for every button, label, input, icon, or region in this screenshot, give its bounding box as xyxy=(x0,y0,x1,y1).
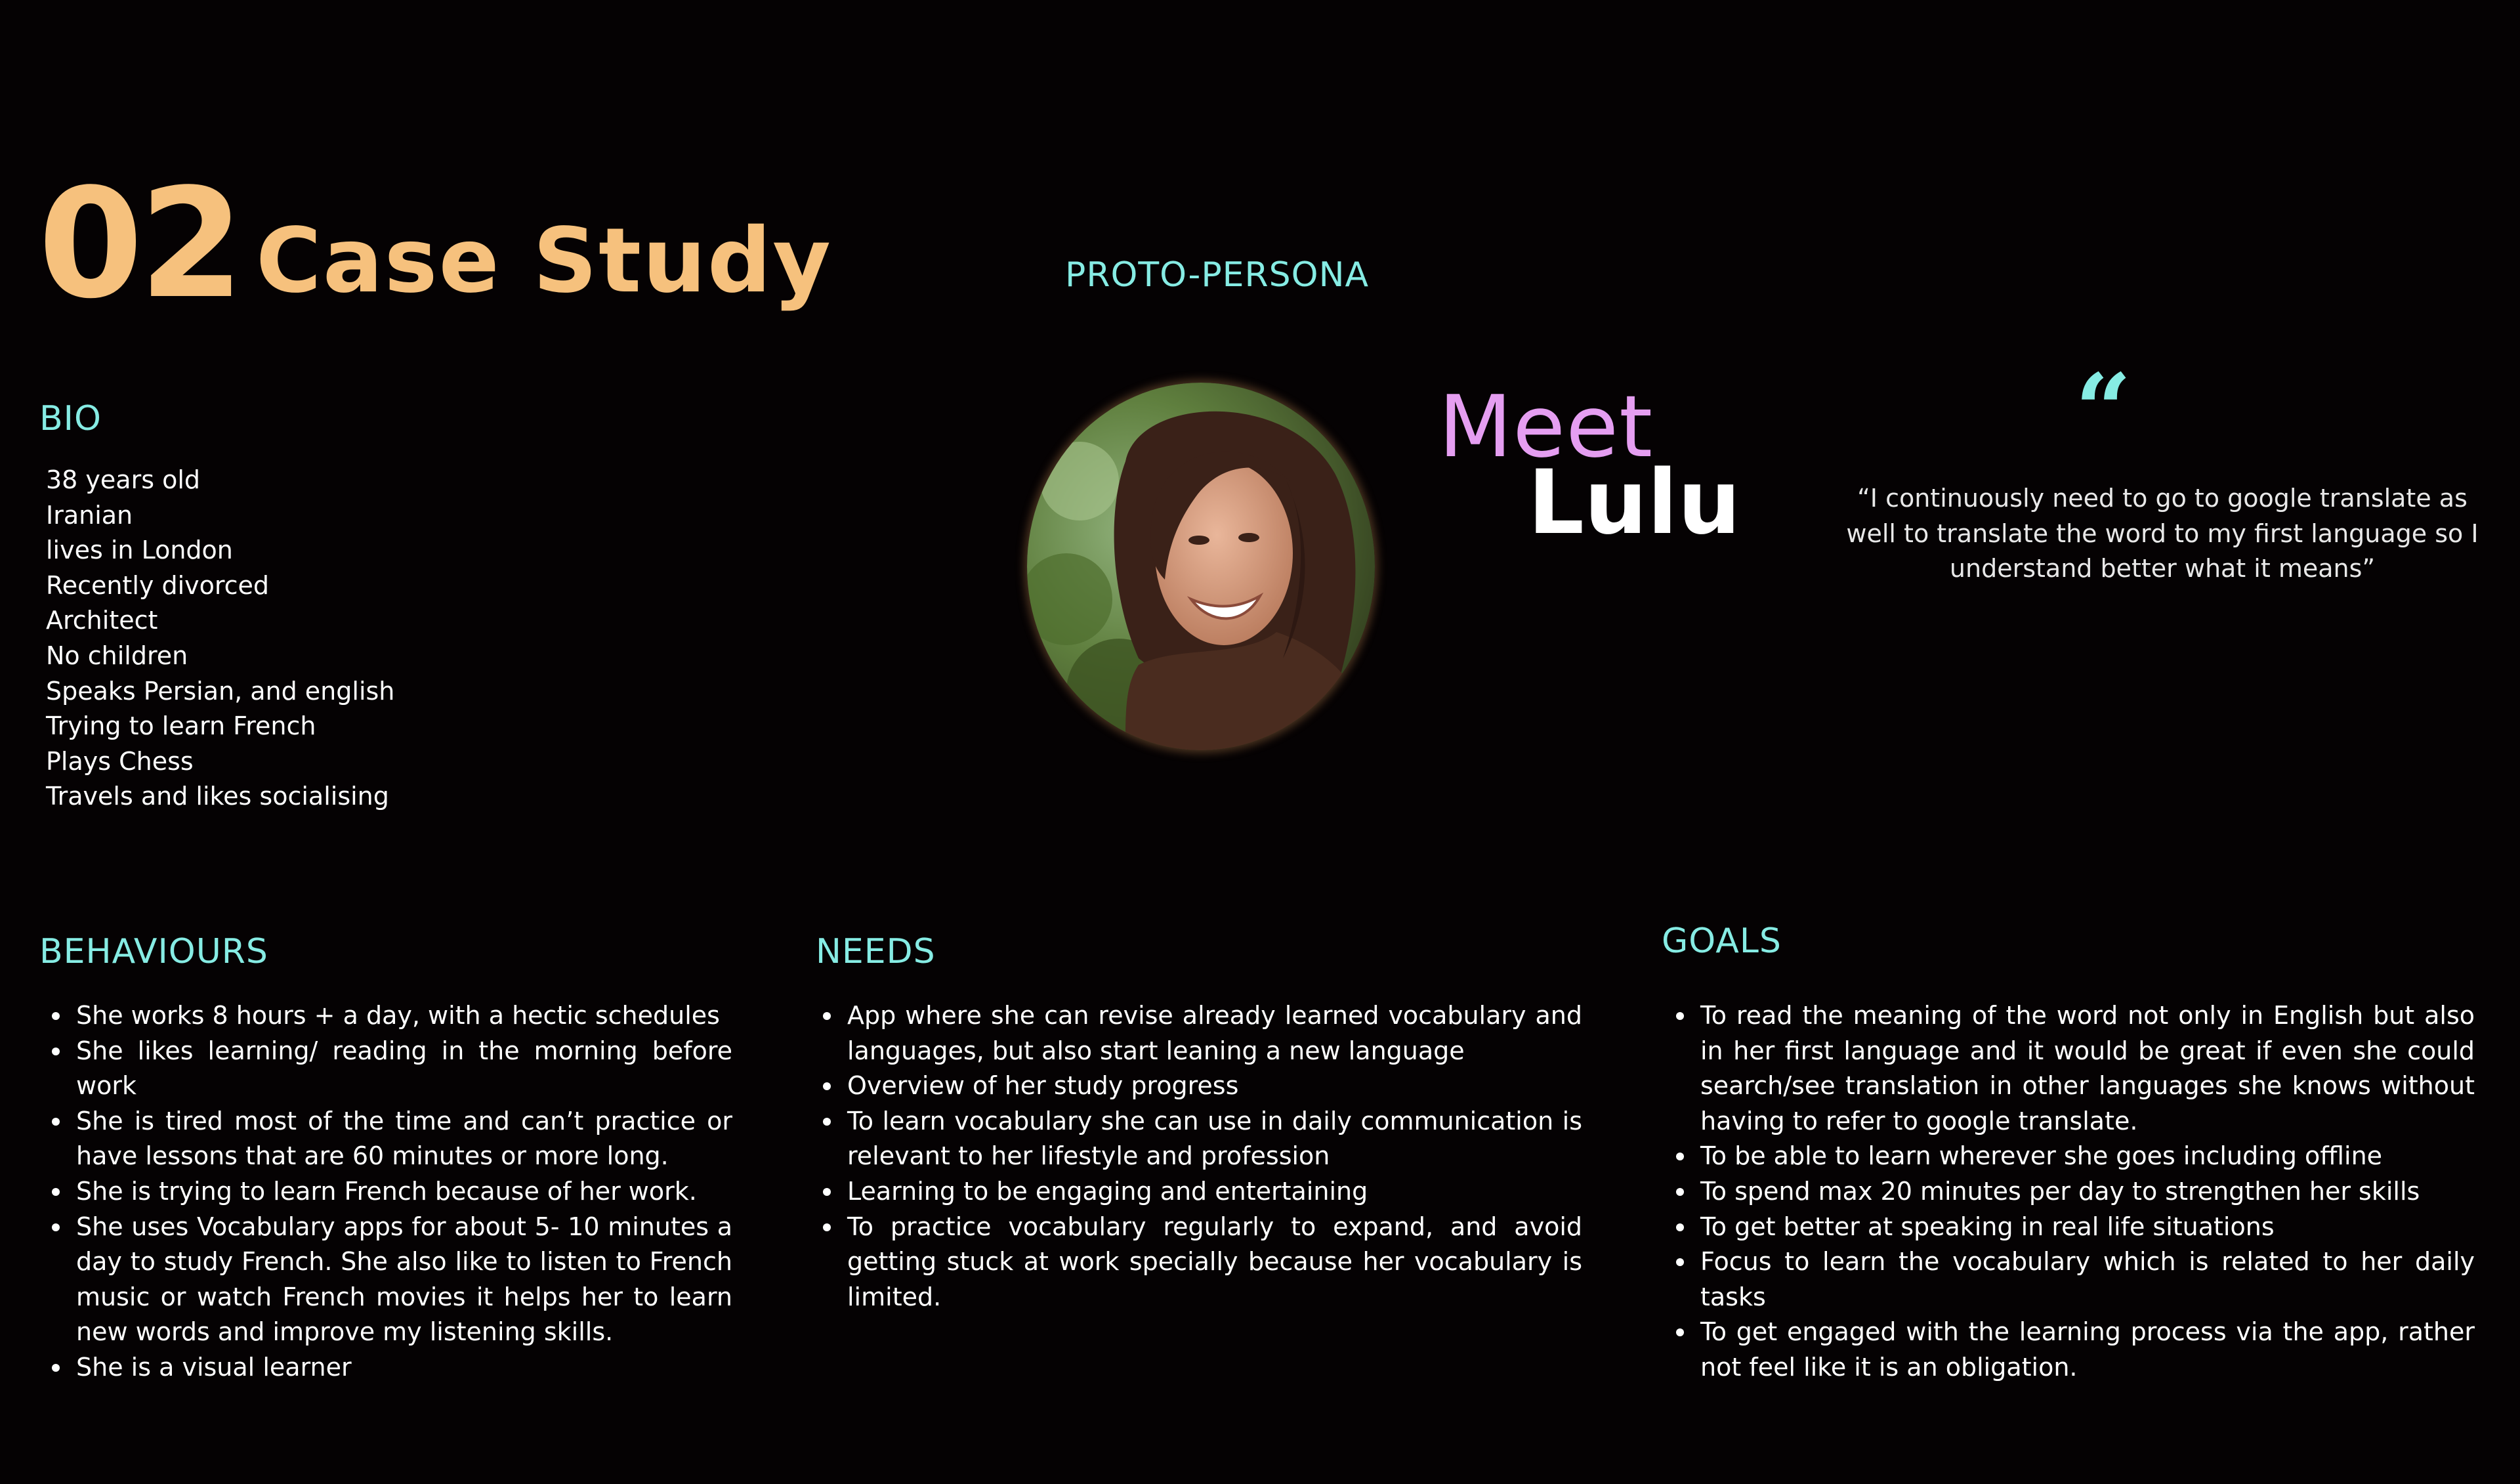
meet-label: Meet xyxy=(1438,377,1654,477)
list-item: She uses Vocabulary apps for about 5- 10 minutes a day to study French. She also like to listen to French music or watch French movies it helps her to learn new words and improve my listening skills. xyxy=(76,1210,732,1350)
needs-heading: NEEDS xyxy=(816,932,936,971)
needs-list xyxy=(810,998,1582,1315)
list-item: To get better at speaking in real life situations xyxy=(1700,1210,2475,1245)
list-item: To read the meaning of the word not only in English but also in her first language and it would be great if even she could search/see translation in other languages she knows without having to refer to google translate. xyxy=(1700,998,2475,1139)
bio-item: Architect xyxy=(46,606,158,635)
section-number: 02 xyxy=(38,157,241,332)
bio-item: Plays Chess xyxy=(46,746,194,776)
behaviours-list xyxy=(39,998,732,1386)
list-item: To spend max 20 minutes per day to strengthen her skills xyxy=(1700,1174,2475,1210)
list-item: She is tired most of the time and can’t practice or have lessons that are 60 minutes or more long. xyxy=(76,1104,732,1174)
goals-list xyxy=(1664,998,2475,1386)
list-item: To get engaged with the learning process via the app, rather not feel like it is an obligation. xyxy=(1700,1315,2475,1385)
portrait-icon xyxy=(1027,383,1375,750)
section-subtitle: PROTO-PERSONA xyxy=(1065,255,1370,295)
list-item: She is trying to learn French because of her work. xyxy=(76,1174,732,1210)
bio-item: No children xyxy=(46,641,188,670)
persona-name: Lulu xyxy=(1528,451,1741,554)
list-item: To be able to learn wherever she goes including offline xyxy=(1700,1139,2475,1174)
list-item: Overview of her study progress xyxy=(847,1069,1582,1104)
bio-item: Trying to learn French xyxy=(46,711,316,741)
list-item: She is a visual learner xyxy=(76,1350,732,1386)
list-item: To learn vocabulary she can use in daily communication is relevant to her lifestyle and profession xyxy=(847,1104,1582,1174)
quote-icon: “ xyxy=(2074,352,2132,468)
bio-heading: BIO xyxy=(39,399,102,438)
bio-list xyxy=(46,463,394,815)
list-item: She likes learning/ reading in the morning before work xyxy=(76,1034,732,1104)
list-item: To practice vocabulary regularly to expand, and avoid getting stuck at work specially because her vocabulary is limited. xyxy=(847,1210,1582,1315)
bio-item: 38 years old xyxy=(46,465,201,494)
bio-item: Speaks Persian, and english xyxy=(46,676,395,706)
bio-item: Iranian xyxy=(46,500,133,530)
bio-item: Travels and likes socialising xyxy=(46,782,389,811)
list-item: Focus to learn the vocabulary which is related to her daily tasks xyxy=(1700,1244,2475,1315)
list-item: App where she can revise already learned vocabulary and languages, but also start leaning a new language xyxy=(847,998,1582,1069)
bio-item: lives in London xyxy=(46,536,233,565)
list-item: Learning to be engaging and entertaining xyxy=(847,1174,1582,1210)
persona-quote: “I continuously need to go to google translate as well to translate the word to my first language so I understand better what it means” xyxy=(1846,484,2479,583)
page-title: Case Study xyxy=(256,209,832,313)
goals-heading: GOALS xyxy=(1662,922,1782,961)
persona-photo xyxy=(1027,383,1375,750)
behaviours-heading: BEHAVIOURS xyxy=(39,932,268,971)
bio-item: Recently divorced xyxy=(46,570,270,600)
list-item: She works 8 hours + a day, with a hectic schedules xyxy=(76,998,732,1034)
